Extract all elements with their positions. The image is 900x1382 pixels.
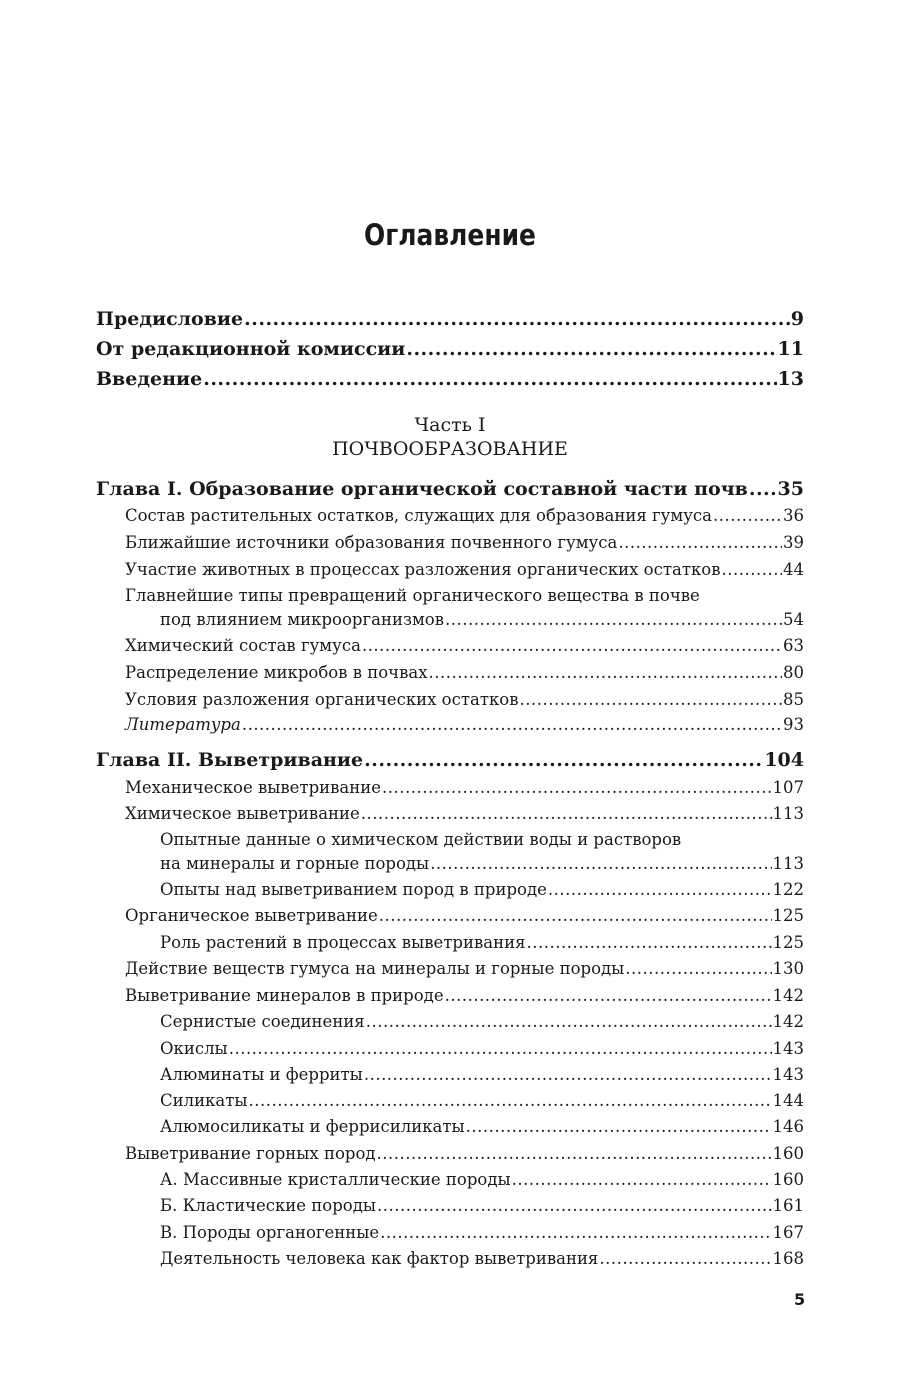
toc-entry[interactable]: Алюмосиликаты и феррисиликаты ..... 146 (160, 1115, 804, 1139)
toc-entry-page: 11 (777, 338, 804, 360)
toc-entry[interactable]: В. Породы органогенные ..... 167 (160, 1221, 804, 1245)
toc-entry[interactable]: Условия разложения органических остатков ..... 85 (125, 688, 804, 712)
page-title: Оглавление (364, 218, 536, 252)
toc-entry[interactable]: Химическое выветривание ..... 113 (125, 802, 804, 826)
toc-entry[interactable]: Б. Кластические породы ..... 161 (160, 1194, 804, 1218)
toc-entry[interactable]: под влиянием микроорганизмов ..... 54 (160, 608, 804, 632)
toc-entry-editorial[interactable] (96, 337, 804, 361)
toc-entry-page: 13 (777, 368, 804, 390)
part-name: ПОЧВООБРАЗОВАНИЕ (332, 438, 568, 460)
toc-entry[interactable]: А. Массивные кристаллические породы ..... 160 (160, 1168, 804, 1192)
page-number: 5 (794, 1290, 806, 1309)
toc-entry[interactable]: Состав растительных остатков, служащих для образования гумуса ..... 36 (125, 504, 804, 528)
toc-entry[interactable]: Роль растений в процессах выветривания ..... 125 (160, 931, 804, 955)
toc-entry-literature[interactable]: Литература ..... 93 (125, 713, 804, 737)
toc-entry-label: Введение (96, 368, 203, 390)
toc-chapter-2[interactable] (96, 748, 804, 772)
toc-entry-label: От редакционной комиссии (96, 338, 406, 360)
toc-entry[interactable]: Опыты над выветриванием пород в природе ..... 122 (160, 878, 804, 902)
toc-entry-first-line: Главнейшие типы превращений органического вещества в почве (125, 586, 700, 605)
toc-entry[interactable]: Ближайшие источники образования почвенного гумуса ..... 39 (125, 531, 804, 555)
toc-entry[interactable]: Механическое выветривание ..... 107 (125, 776, 804, 800)
toc-entry-label: Глава II. Выветривание (96, 749, 364, 771)
toc-entry[interactable]: на минералы и горные породы ..... 113 (160, 852, 804, 876)
toc-entry[interactable]: Действие веществ гумуса на минералы и горные породы ..... 130 (125, 957, 804, 981)
toc-entry[interactable]: Выветривание горных пород ..... 160 (125, 1142, 804, 1166)
toc-entry[interactable]: Участие животных в процессах разложения органических остатков ..... 44 (125, 558, 804, 582)
toc-entry-label: Глава I. Образование органической составной части почв (96, 478, 748, 500)
toc-entry-label: Предисловие (96, 308, 244, 330)
toc-entry[interactable]: Алюминаты и ферриты ..... 143 (160, 1063, 804, 1087)
toc-entry-first-line: Опытные данные о химическом действии воды и растворов (160, 830, 682, 849)
toc-entry-preface[interactable] (96, 307, 804, 331)
toc-chapter-1[interactable] (96, 477, 804, 501)
part-number: Часть I (414, 414, 486, 436)
toc-entry[interactable]: Распределение микробов в почвах ..... 80 (125, 661, 804, 685)
toc-entry[interactable]: Химический состав гумуса ..... 63 (125, 634, 804, 658)
toc-entry[interactable]: Органическое выветривание ..... 125 (125, 904, 804, 928)
toc-entry-page: 9 (790, 308, 804, 330)
toc-entry[interactable]: Сернистые соединения ..... 142 (160, 1010, 804, 1034)
toc-entry-page: 35 (777, 478, 804, 500)
toc-entry-page: 104 (764, 749, 804, 771)
toc-entry[interactable]: Выветривание минералов в природе ..... 142 (125, 984, 804, 1008)
toc-entry[interactable]: Деятельность человека как фактор выветривания ..... 168 (160, 1247, 804, 1271)
toc-entry[interactable]: Силикаты ..... 144 (160, 1089, 804, 1113)
toc-entry-introduction[interactable] (96, 367, 804, 391)
toc-entry[interactable]: Окислы ..... 143 (160, 1037, 804, 1061)
